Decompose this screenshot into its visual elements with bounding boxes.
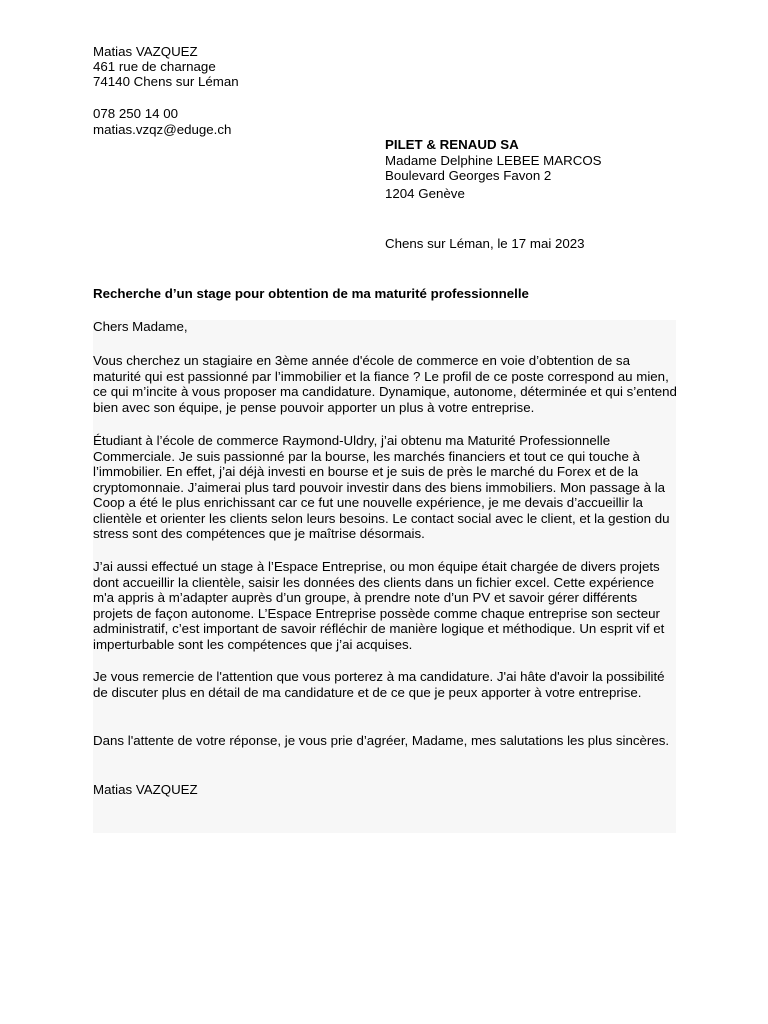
letter-paragraph-3: J’ai aussi effectué un stage à l’Espace Entreprise, ou mon équipe était chargée de divers projets dont accueillir la clientèle, saisir les données des clients dans un fichier excel. Cette expérience m'a appris à m’adapter auprès d’un groupe, à prendre note d’un PV et savoir gérer différents projets de façon autonome. L’Espace Entreprise possède comme chaque entreprise son secteur administratif, c’est important de savoir réfléchir de manière logique et méthodique. Un esprit vif et imperturbable sont les compétences que j’ai acquises. <box>93 559 665 652</box>
sender-city: 74140 Chens sur Léman <box>93 74 239 89</box>
recipient-city: 1204 Genève <box>385 186 465 201</box>
letter-paragraph-1: Vous cherchez un stagiaire en 3ème année d'école de commerce en voie d’obtention de sa maturité qui est passionné par l’immobilier et la fiance ? Le profil de ce poste correspond au mien, ce qui m’incite à vous proposer ma candidature. Dynamique, autonome, déterminée et qui s’entend bien avec son équipe, je pense pouvoir apporter un plus à votre entreprise. <box>93 353 677 415</box>
sender-phone: 078 250 14 00 <box>93 106 179 121</box>
letter-greeting: Chers Madame, <box>93 319 188 334</box>
recipient-street: Boulevard Georges Favon 2 <box>385 168 552 183</box>
date-line: Chens sur Léman, le 17 mai 2023 <box>385 236 585 251</box>
sender-email: matias.vzqz@eduge.ch <box>93 122 232 137</box>
letter-subject: Recherche d’un stage pour obtention de ma maturité professionnelle <box>93 286 529 301</box>
letter-paragraph-4: Je vous remercie de l'attention que vous porterez à ma candidature. J'ai hâte d'avoir la possibilité de discuter plus en détail de ma candidature et de ce que je peux apporter à votre entreprise. <box>93 669 665 700</box>
letter-signature: Matias VAZQUEZ <box>93 782 198 797</box>
sender-street: 461 rue de charnage <box>93 59 216 74</box>
recipient-contact: Madame Delphine LEBEE MARCOS <box>385 153 602 168</box>
sender-name: Matias VAZQUEZ <box>93 44 198 59</box>
letter-paragraph-2: Étudiant à l’école de commerce Raymond-Uldry, j’ai obtenu ma Maturité Professionnelle Commerciale. Je suis passionné par la bourse, les marchés financiers et tout ce qui touche à l’immobilier. En effet, j’ai déjà investi en bourse et je suis de près le marché du Forex et de la cryptomonnaie. J’aimerai plus tard pouvoir investir dans des biens immobiliers. Mon passage à la Coop a été le plus enrichissant car ce fut une nouvelle expérience, je me devais d’accueillir la clientèle et orienter les clients selon leurs besoins. Le contact social avec le client, et la gestion du stress sont des compétences que je maîtrise désormais. <box>93 433 670 541</box>
recipient-company: PILET & RENAUD SA <box>385 137 519 152</box>
letter-paragraph-5: Dans l'attente de votre réponse, je vous prie d’agréer, Madame, mes salutations les plus sincères. <box>93 733 670 748</box>
